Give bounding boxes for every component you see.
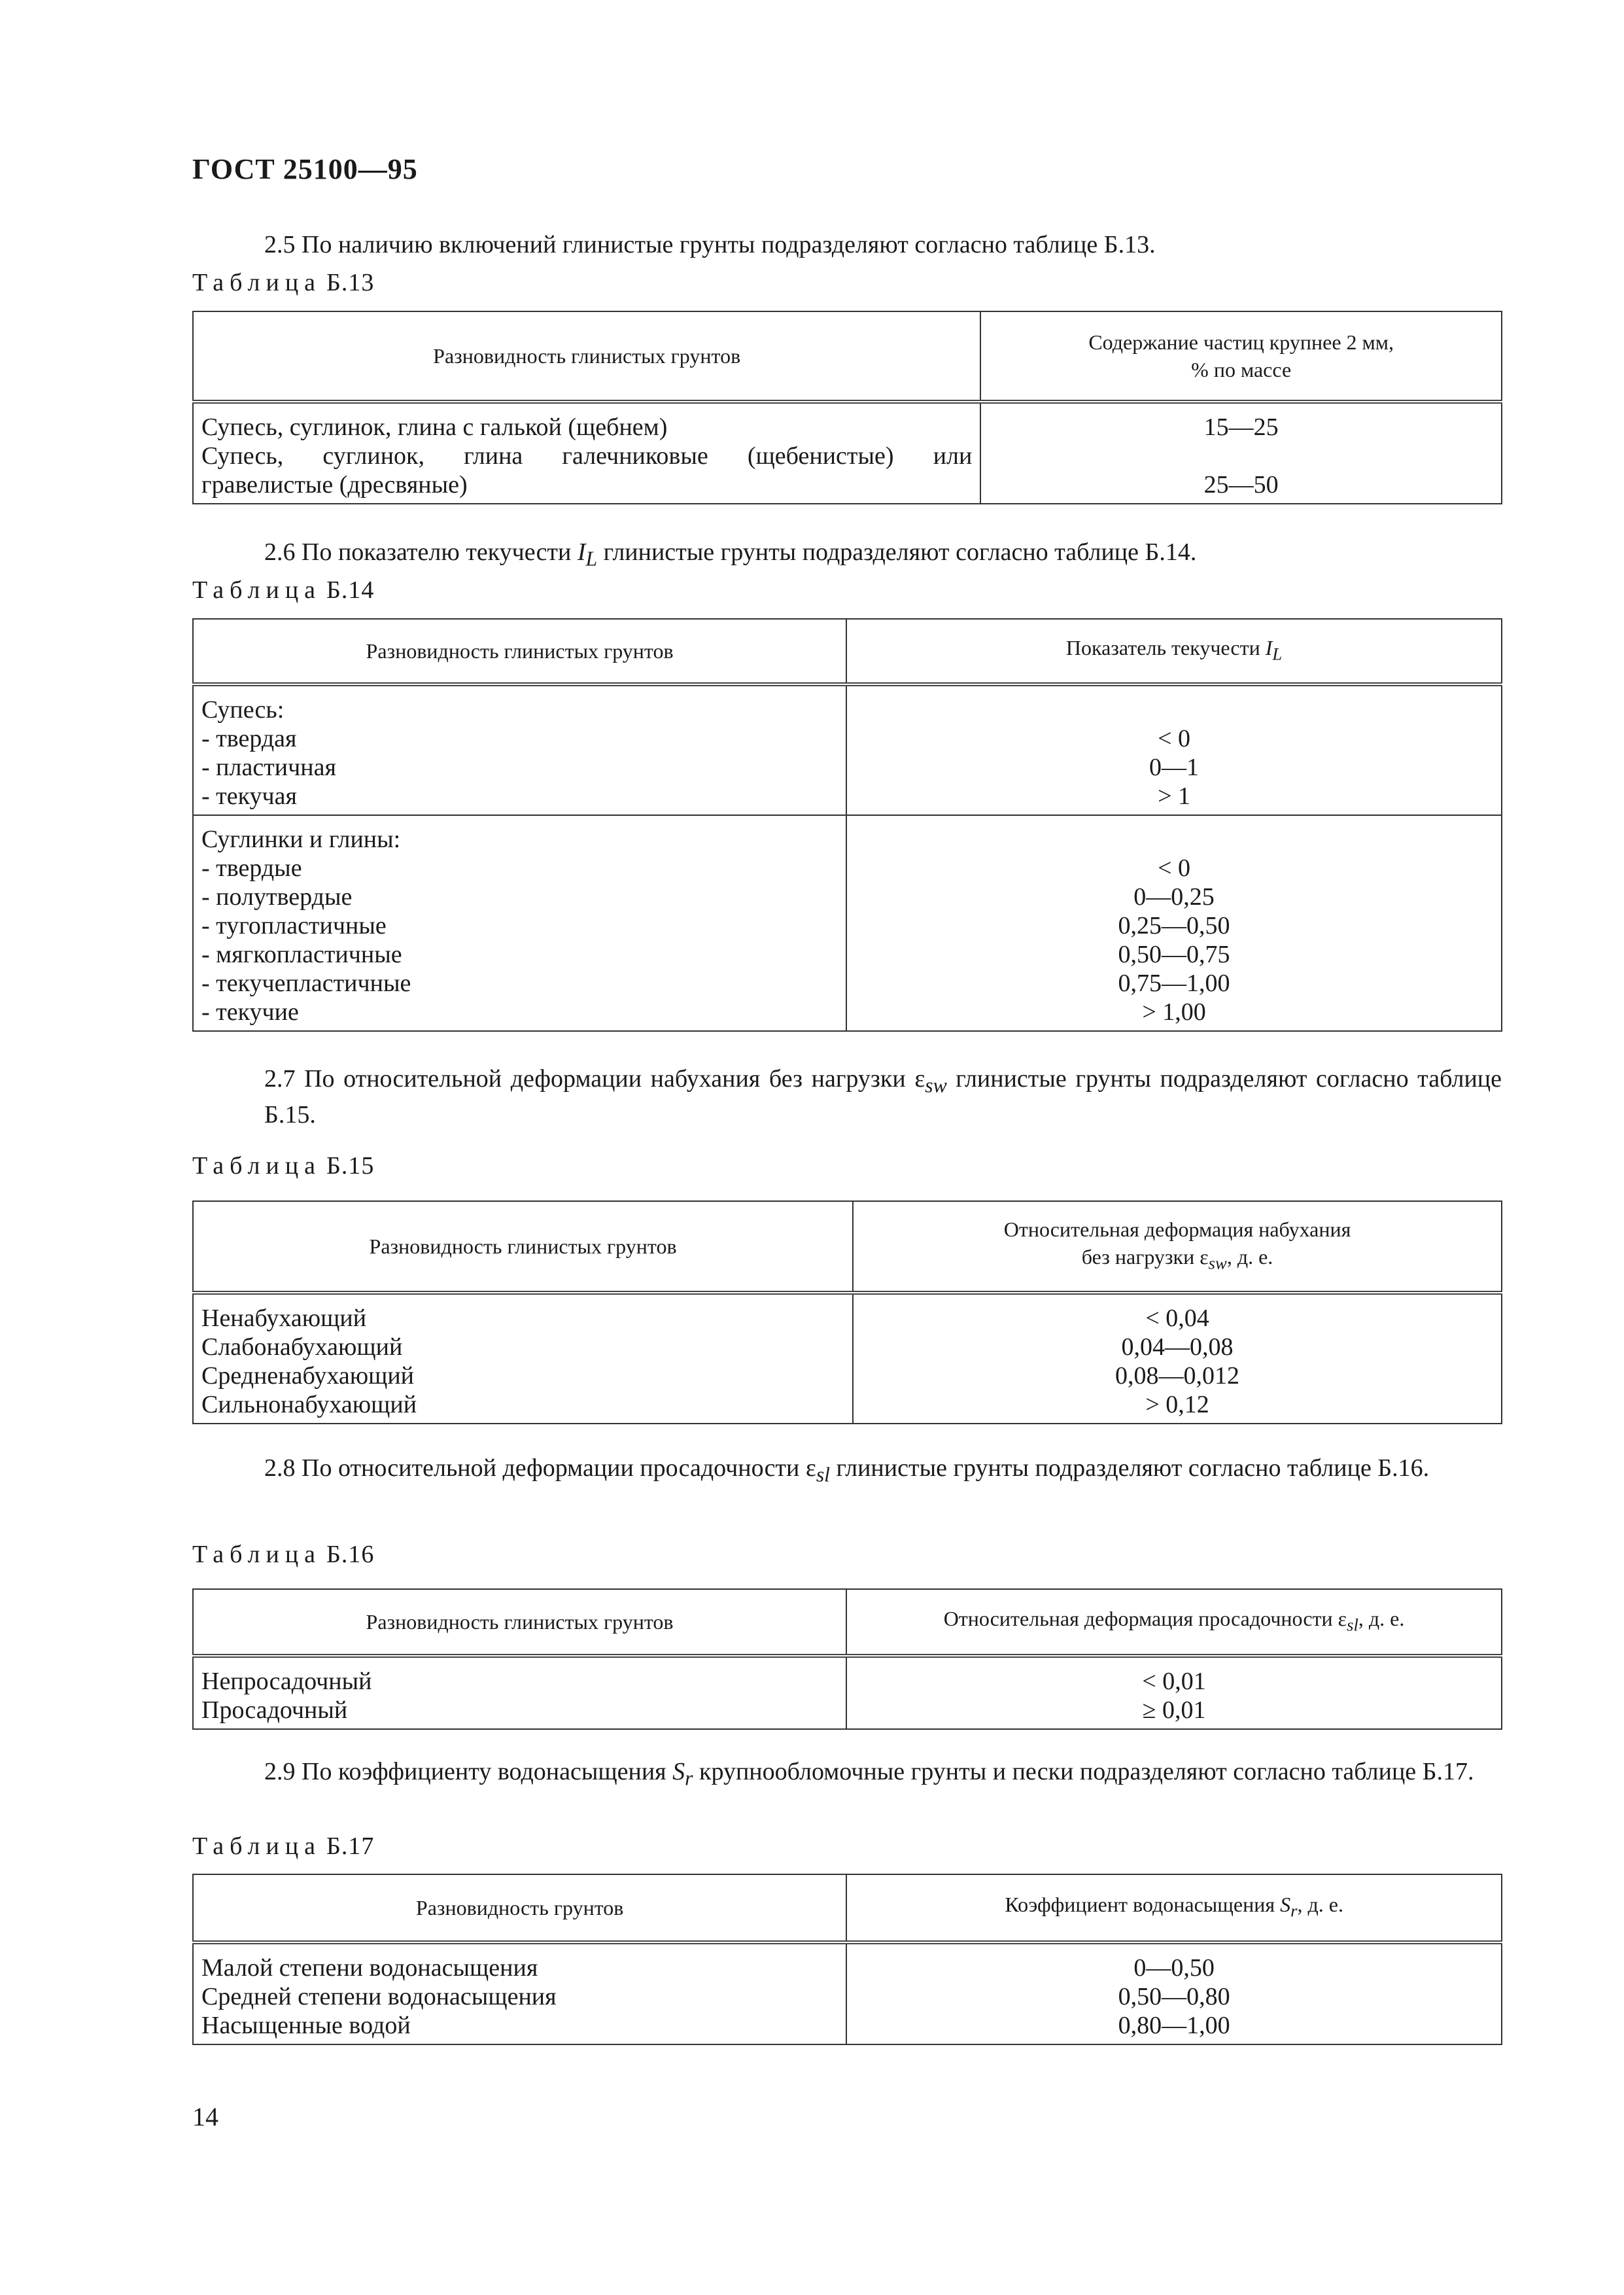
paragraph-2-5: 2.5 По наличию включений глинистые грунты подразделяют согласно таблице Б.13.: [264, 231, 1156, 258]
table-caption-b15: Таблица Б.15: [192, 1152, 375, 1180]
table-b15: [192, 1200, 1502, 1424]
table-cell: 15—25 25—50: [980, 402, 1502, 504]
table-caption-b13: Таблица Б.13: [192, 269, 375, 296]
table-cell: Непросадочный Просадочный: [193, 1656, 846, 1729]
table-header-cell: Разновидность глинистых грунтов: [193, 1589, 846, 1656]
table-cell: < 0,01 ≥ 0,01: [846, 1656, 1502, 1729]
table-b16: [192, 1588, 1502, 1730]
table-b17: [192, 1874, 1502, 2045]
table-b14: [192, 618, 1502, 1032]
paragraph-2-7: 2.7 По относительной деформации набухания без нагрузки $\varepsilon_{sw}$ глинистые грунты подразделяют согласно таблице Б.15.: [264, 1065, 1502, 1129]
table-b13: [192, 311, 1502, 504]
table-cell: 0—0,50 0,50—0,80 0,80—1,00: [846, 1942, 1502, 2044]
table-caption-b17: Таблица Б.17: [192, 1832, 375, 1860]
table-header-cell: Показатель текучести $I_L$: [846, 619, 1502, 684]
table-header-cell: Разновидность глинистых грунтов: [193, 1201, 853, 1293]
table-header-cell: Содержание частиц крупнее 2 мм, % по массе: [980, 311, 1502, 402]
table-header-cell: Коэффициент водонасыщения $S_r$, д. е.: [846, 1874, 1502, 1942]
table-cell: < 0 0—0,25 0,25—0,50 0,50—0,75 0,75—1,00 > 1,00: [846, 815, 1502, 1031]
paragraph-2-8: 2.8 По относительной деформации просадочности $\varepsilon_{sl}$ глинистые грунты подразделяют согласно таблице Б.16.: [264, 1454, 1430, 1486]
table-cell: < 0 0—1 > 1: [846, 684, 1502, 815]
table-cell: Малой степени водонасыщения Средней степени водонасыщения Насыщенные водой: [193, 1942, 846, 2044]
table-cell: Супесь, суглинок, глина с галькой (щебнем) Супесь, суглинок, глина галечниковые (щебенистые) или гравелистые (дресвяные): [193, 402, 980, 504]
table-header-cell: Относительная деформация набухания без нагрузки $\varepsilon_{sw}$, д. е.: [853, 1201, 1502, 1293]
table-header-cell: Разновидность глинистых грунтов: [193, 619, 846, 684]
table-header-cell: Относительная деформация просадочности $\varepsilon_{sl}$, д. е.: [846, 1589, 1502, 1656]
table-cell: < 0,04 0,04—0,08 0,08—0,012 > 0,12: [853, 1293, 1502, 1424]
document-header: ГОСТ 25100—95: [192, 153, 418, 185]
table-caption-b14: Таблица Б.14: [192, 576, 375, 604]
table-header-cell: Разновидность грунтов: [193, 1874, 846, 1942]
table-cell: Супесь: - твердая - пластичная - текучая: [193, 684, 846, 815]
paragraph-2-9: 2.9 По коэффициенту водонасыщения $S_r$ крупнообломочные грунты и пески подразделяют согласно таблице Б.17.: [264, 1758, 1474, 1790]
table-cell: Ненабухающий Слабонабухающий Средненабухающий Сильнонабухающий: [193, 1293, 853, 1424]
table-header-cell: Разновидность глинистых грунтов: [193, 311, 980, 402]
page-number: 14: [192, 2102, 218, 2131]
table-cell: Суглинки и глины: - твердые - полутвердые - тугопластичные - мягкопластичные - текучепластичные - текучие: [193, 815, 846, 1031]
table-caption-b16: Таблица Б.16: [192, 1541, 375, 1568]
paragraph-2-6: 2.6 По показателю текучести $I_L$ глинистые грунты подразделяют согласно таблице Б.14.: [264, 538, 1197, 570]
